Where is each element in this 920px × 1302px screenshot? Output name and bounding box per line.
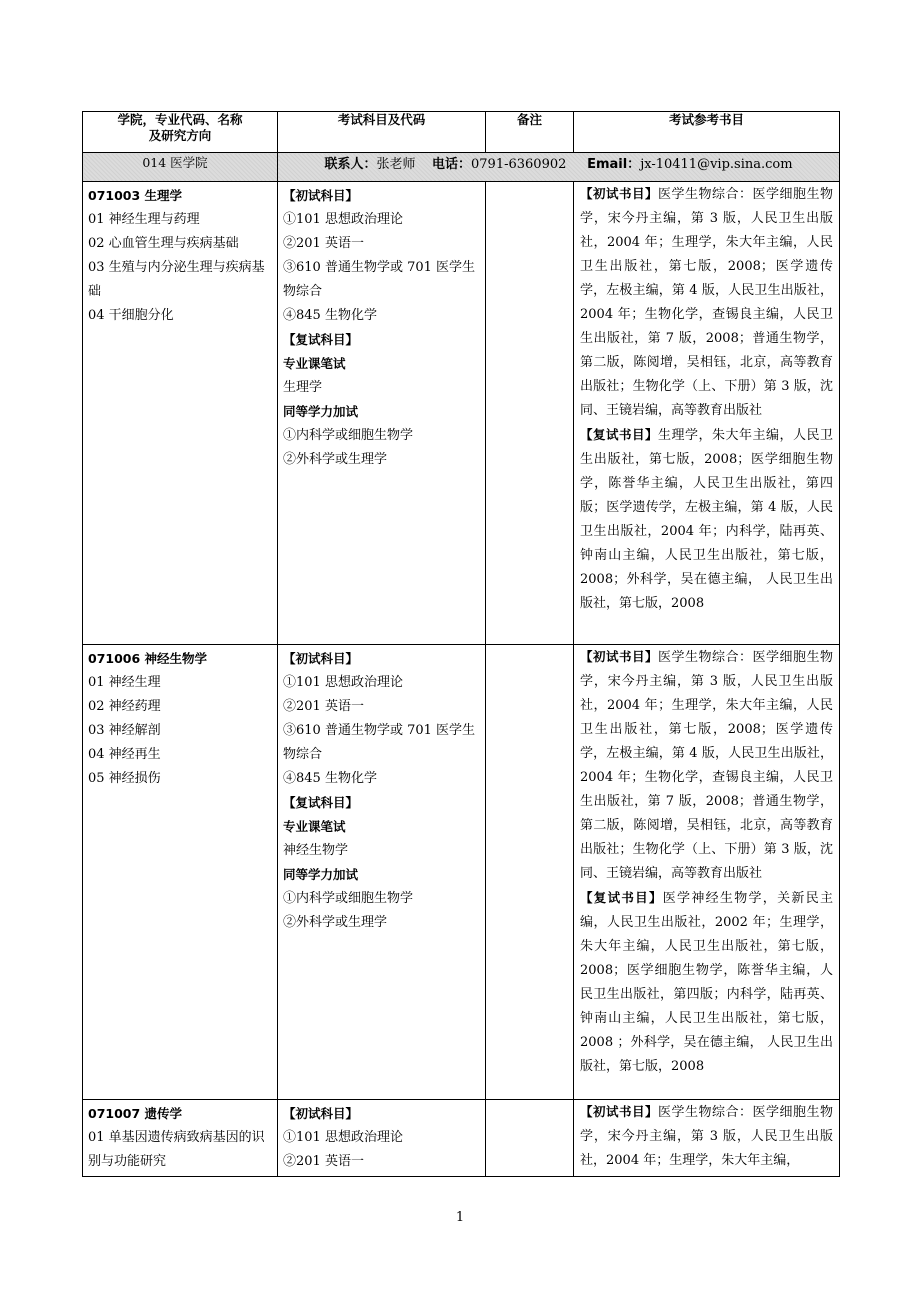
exam-subject: ②201 英语一 [283, 699, 364, 714]
initial-books-label: 【初试书目】 [580, 1104, 658, 1119]
table-row [83, 1100, 840, 1177]
contact-label: 联系人： [324, 157, 377, 172]
written-test-subject: 生理学 [283, 380, 323, 395]
reference-books-cell [574, 645, 840, 1100]
initial-books-text: 医学生物综合：医学细胞生物学，宋今丹主编，第 3 版，人民卫生出版社，2004 年；生理学，朱大年主编，人民卫生出版社，第七版，2008；医学遗传学，左极主编，第 4 版，人民卫生出版社，2004 年；生物化学，查锡良主编，人民卫生出版社，第 7 版，2008；普通生物学，第二版，陈阅增，吴相钰，北京，高等教育出版社；生物化学（上、下册）第 3 版，沈同、王镜岩编，高等教育出版社 [580, 650, 833, 881]
research-direction: 02 神经药理 [88, 699, 161, 714]
initial-books-label: 【初试书目】 [580, 649, 658, 664]
research-direction: 03 生殖与内分泌生理与疾病基础 [88, 260, 265, 299]
header-line: 及研究方向 [148, 128, 212, 143]
retest-books-text: 医学神经生物学，关新民主编，人民卫生出版社，2002 年；生理学，朱大年主编，人民卫生出版社，第七版，2008；医学细胞生物学，陈誉华主编，人民卫生出版社，第四版；内科学，陆再英、钟南山主编，人民卫生出版社，第七版，2008 ；外科学，吴在德主编， 人民卫生出版社，第七版，2008 [580, 891, 833, 1074]
page-number: 1 [455, 1210, 465, 1225]
phone-number: 0791-6360902 [471, 157, 567, 172]
research-direction: 01 神经生理 [88, 675, 161, 690]
written-test-label: 专业课笔试 [283, 819, 346, 834]
program-title: 071006 神经生物学 [88, 651, 208, 666]
exam-subject: ②201 英语一 [283, 1154, 364, 1169]
department-row [83, 153, 840, 182]
exam-subject: ①101 思想政治理论 [283, 675, 403, 690]
research-direction: 04 干细胞分化 [88, 308, 174, 323]
table-row [83, 645, 840, 1100]
research-direction: 05 神经损伤 [88, 771, 161, 786]
initial-exam-label: 【初试科目】 [283, 188, 359, 203]
retest-label: 【复试科目】 [283, 795, 359, 810]
exam-subject: ④845 生物化学 [283, 771, 377, 786]
research-direction: 04 神经再生 [88, 747, 161, 762]
extra-test-subject: ②外科学或生理学 [283, 452, 388, 467]
remarks-cell [486, 1100, 574, 1177]
program-cell [83, 645, 278, 1100]
initial-books-text: 医学生物综合：医学细胞生物学，宋今丹主编，第 3 版，人民卫生出版社，2004 年；生理学，朱大年主编， [580, 1105, 833, 1168]
extra-test-label: 同等学力加试 [283, 867, 359, 882]
program-cell [83, 1100, 278, 1177]
exam-subjects-cell [278, 645, 486, 1100]
extra-test-subject: ①内科学或细胞生物学 [283, 428, 414, 443]
research-direction: 01 单基因遗传病致病基因的识别与功能研究 [88, 1130, 265, 1169]
phone-label: 电话： [432, 157, 472, 172]
program-title: 071003 生理学 [88, 188, 183, 203]
initial-books-text: 医学生物综合：医学细胞生物学，宋今丹主编，第 3 版，人民卫生出版社，2004 年；生理学，朱大年主编，人民卫生出版社，第七版，2008；医学遗传学，左极主编，第 4 版，人民卫生出版社，2004 年；生物化学，查锡良主编，人民卫生出版社，第 7 版，2008；普通生物学，第二版，陈阅增，吴相钰，北京，高等教育出版社；生物化学（上、下册）第 3 版，沈同、王镜岩编，高等教育出版社 [580, 187, 833, 418]
header-college-major [83, 112, 278, 153]
table-row [83, 182, 840, 645]
email-label: Email： [587, 157, 641, 172]
admissions-table [82, 111, 840, 1177]
exam-subject: ①101 思想政治理论 [283, 1130, 403, 1145]
email-address[interactable]: jx-10411@vip.sina.com [640, 157, 793, 172]
initial-exam-label: 【初试科目】 [283, 1106, 359, 1121]
retest-books-label: 【复试书目】 [580, 890, 663, 905]
extra-test-subject: ①内科学或细胞生物学 [283, 891, 414, 906]
written-test-subject: 神经生物学 [283, 843, 349, 858]
exam-subject: ①101 思想政治理论 [283, 212, 403, 227]
initial-books-label: 【初试书目】 [580, 186, 658, 201]
exam-subject: ④845 生物化学 [283, 308, 377, 323]
retest-books-label: 【复试书目】 [580, 427, 658, 442]
retest-books-text: 生理学，朱大年主编，人民卫生出版社，第七版，2008；医学细胞生物学，陈誉华主编，人民卫生出版社，第四版；医学遗传学，左极主编，第 4 版，人民卫生出版社，2004 年；内科学，陆再英、钟南山主编，人民卫生出版社，第七版，2008；外科学，吴在德主编， 人民卫生出版社，第七版，2008 [580, 428, 833, 611]
retest-label: 【复试科目】 [283, 332, 359, 347]
exam-subject: ③610 普通生物学或 701 医学生物综合 [283, 723, 476, 762]
research-direction: 01 神经生理与药理 [88, 212, 200, 227]
remarks-cell [486, 645, 574, 1100]
written-test-label: 专业课笔试 [283, 356, 346, 371]
extra-test-label: 同等学力加试 [283, 404, 359, 419]
department-name: 014 医学院 [83, 153, 278, 182]
exam-subject: ③610 普通生物学或 701 医学生物综合 [283, 260, 476, 299]
table-header-row [83, 112, 840, 153]
research-direction: 03 神经解剖 [88, 723, 161, 738]
initial-exam-label: 【初试科目】 [283, 651, 359, 666]
reference-books-cell [574, 182, 840, 645]
extra-test-subject: ②外科学或生理学 [283, 915, 388, 930]
research-direction: 02 心血管生理与疾病基础 [88, 236, 239, 251]
contact-name: 张老师 [376, 157, 416, 172]
reference-books-cell [574, 1100, 840, 1177]
program-title: 071007 遗传学 [88, 1106, 183, 1121]
program-cell [83, 182, 278, 645]
header-remarks: 备注 [486, 112, 574, 153]
exam-subjects-cell [278, 182, 486, 645]
remarks-cell [486, 182, 574, 645]
department-contact [278, 153, 840, 182]
header-exam-subjects: 考试科目及代码 [278, 112, 486, 153]
header-line: 学院，专业代码、名称 [117, 112, 243, 127]
exam-subjects-cell [278, 1100, 486, 1177]
header-reference-books: 考试参考书目 [574, 112, 840, 153]
exam-subject: ②201 英语一 [283, 236, 364, 251]
